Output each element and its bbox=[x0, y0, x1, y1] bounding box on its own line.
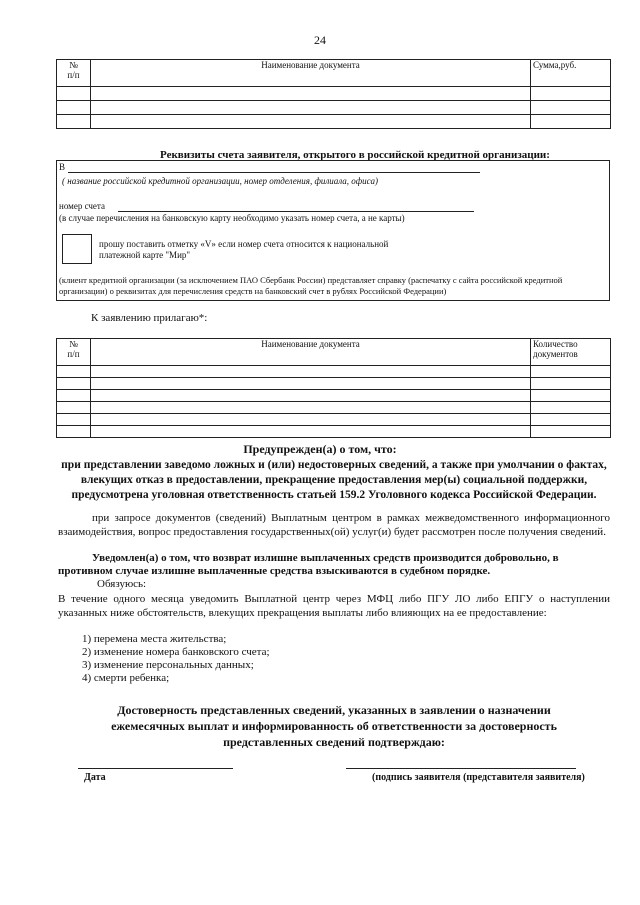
page-number: 24 bbox=[314, 33, 326, 47]
amount-table bbox=[56, 59, 611, 129]
signature-line[interactable] bbox=[346, 768, 576, 769]
confirmation-text: Достоверность представленных сведений, указанных в заявлении о назначении ежемесячных выплат и информированность об ответственности за достоверность представленных сведений подтверждаю: bbox=[111, 703, 557, 749]
account-label: номер счета bbox=[59, 201, 105, 211]
table-row[interactable] bbox=[57, 414, 611, 426]
account-note: (в случае перечисления на банковскую карту необходимо указать номер счета, а не карты) bbox=[59, 213, 405, 223]
warning-request-text: при запросе документов (сведений) Выплатным центром в рамках межведомственного информационного взаимодействия, вопрос предоставления государственных(ой) услуг(и) будет рассмотрен после получения сведений. bbox=[58, 512, 610, 538]
attachments-table bbox=[56, 338, 611, 438]
circumstance-item: 4) смерти ребенка; bbox=[82, 672, 170, 684]
table-row[interactable] bbox=[57, 101, 611, 115]
col-header-number: № п/п bbox=[57, 60, 91, 87]
col-header-doc-name: Наименование документа bbox=[91, 60, 531, 87]
attach-label: К заявлению прилагаю*: bbox=[91, 312, 208, 324]
obligate-text: В течение одного месяца уведомить Выплатной центр через МФЦ либо ПГУ ЛО либо ЕПГУ о наступлении указанных ниже обстоятельств, влекущих прекращения выплаты либо влияющих на ее предоставление: bbox=[58, 593, 610, 619]
refund-notice: Уведомлен(а) о том, что возврат излишне выплаченных средств производится добровольно, в противном случае излишне выплаченные средства взыскиваются в судебном порядке. bbox=[58, 552, 559, 577]
mir-text-line2: платежной карте "Мир" bbox=[99, 250, 191, 260]
warning-criminal-text: при представлении заведомо ложных и (или) недостоверных сведений, а также при умолчании о фактах, влекущих отказ в предоставлении, прекращение предоставления мер(ы) социальной поддержки, предусмотрена уголовная ответственность статьей 159.2 Уголовного кодекса Российской Федерации. bbox=[61, 459, 607, 501]
table-row[interactable] bbox=[57, 378, 611, 390]
mir-checkbox[interactable] bbox=[62, 234, 92, 264]
circumstance-item: 2) изменение номера банковского счета; bbox=[82, 646, 270, 658]
table-row[interactable] bbox=[57, 87, 611, 101]
col-header-number: № п/п bbox=[57, 339, 91, 366]
obligate-label: Обязуюсь: bbox=[97, 578, 147, 590]
warning-title: Предупрежден(а) о том, что: bbox=[243, 442, 397, 456]
circumstance-item: 3) изменение персональных данных; bbox=[82, 659, 254, 671]
bank-in-label: В bbox=[59, 162, 66, 172]
table-row[interactable] bbox=[57, 426, 611, 438]
table-row[interactable] bbox=[57, 115, 611, 129]
table-row[interactable] bbox=[57, 390, 611, 402]
signature-label: (подпись заявителя (представителя заявителя) bbox=[372, 772, 585, 783]
circumstance-item: 1) перемена места жительства; bbox=[82, 633, 227, 645]
bank-name-line[interactable] bbox=[68, 172, 480, 173]
date-label: Дата bbox=[84, 772, 106, 783]
table-row[interactable] bbox=[57, 402, 611, 414]
col-header-count: Количество документов bbox=[531, 339, 611, 366]
col-header-doc-name: Наименование документа bbox=[91, 339, 531, 366]
mir-text-line1: прошу поставить отметку «V» если номер счета относится к национальной bbox=[99, 239, 389, 249]
bank-org-hint: ( название российской кредитной организации, номер отделения, филиала, офиса) bbox=[62, 176, 378, 186]
table-row[interactable] bbox=[57, 366, 611, 378]
col-header-sum: Сумма,руб. bbox=[531, 60, 611, 87]
date-line[interactable] bbox=[78, 768, 233, 769]
account-number-line[interactable] bbox=[118, 211, 474, 212]
client-note: (клиент кредитной организации (за исключением ПАО Сбербанк России) представляет справку (распечатку с сайта российской кредитной организации) о реквизитах для перечисления средств на банковский счет в рублях Российской Федерации) bbox=[59, 275, 563, 296]
bank-section-title: Реквизиты счета заявителя, открытого в российской кредитной организации: bbox=[160, 149, 550, 161]
